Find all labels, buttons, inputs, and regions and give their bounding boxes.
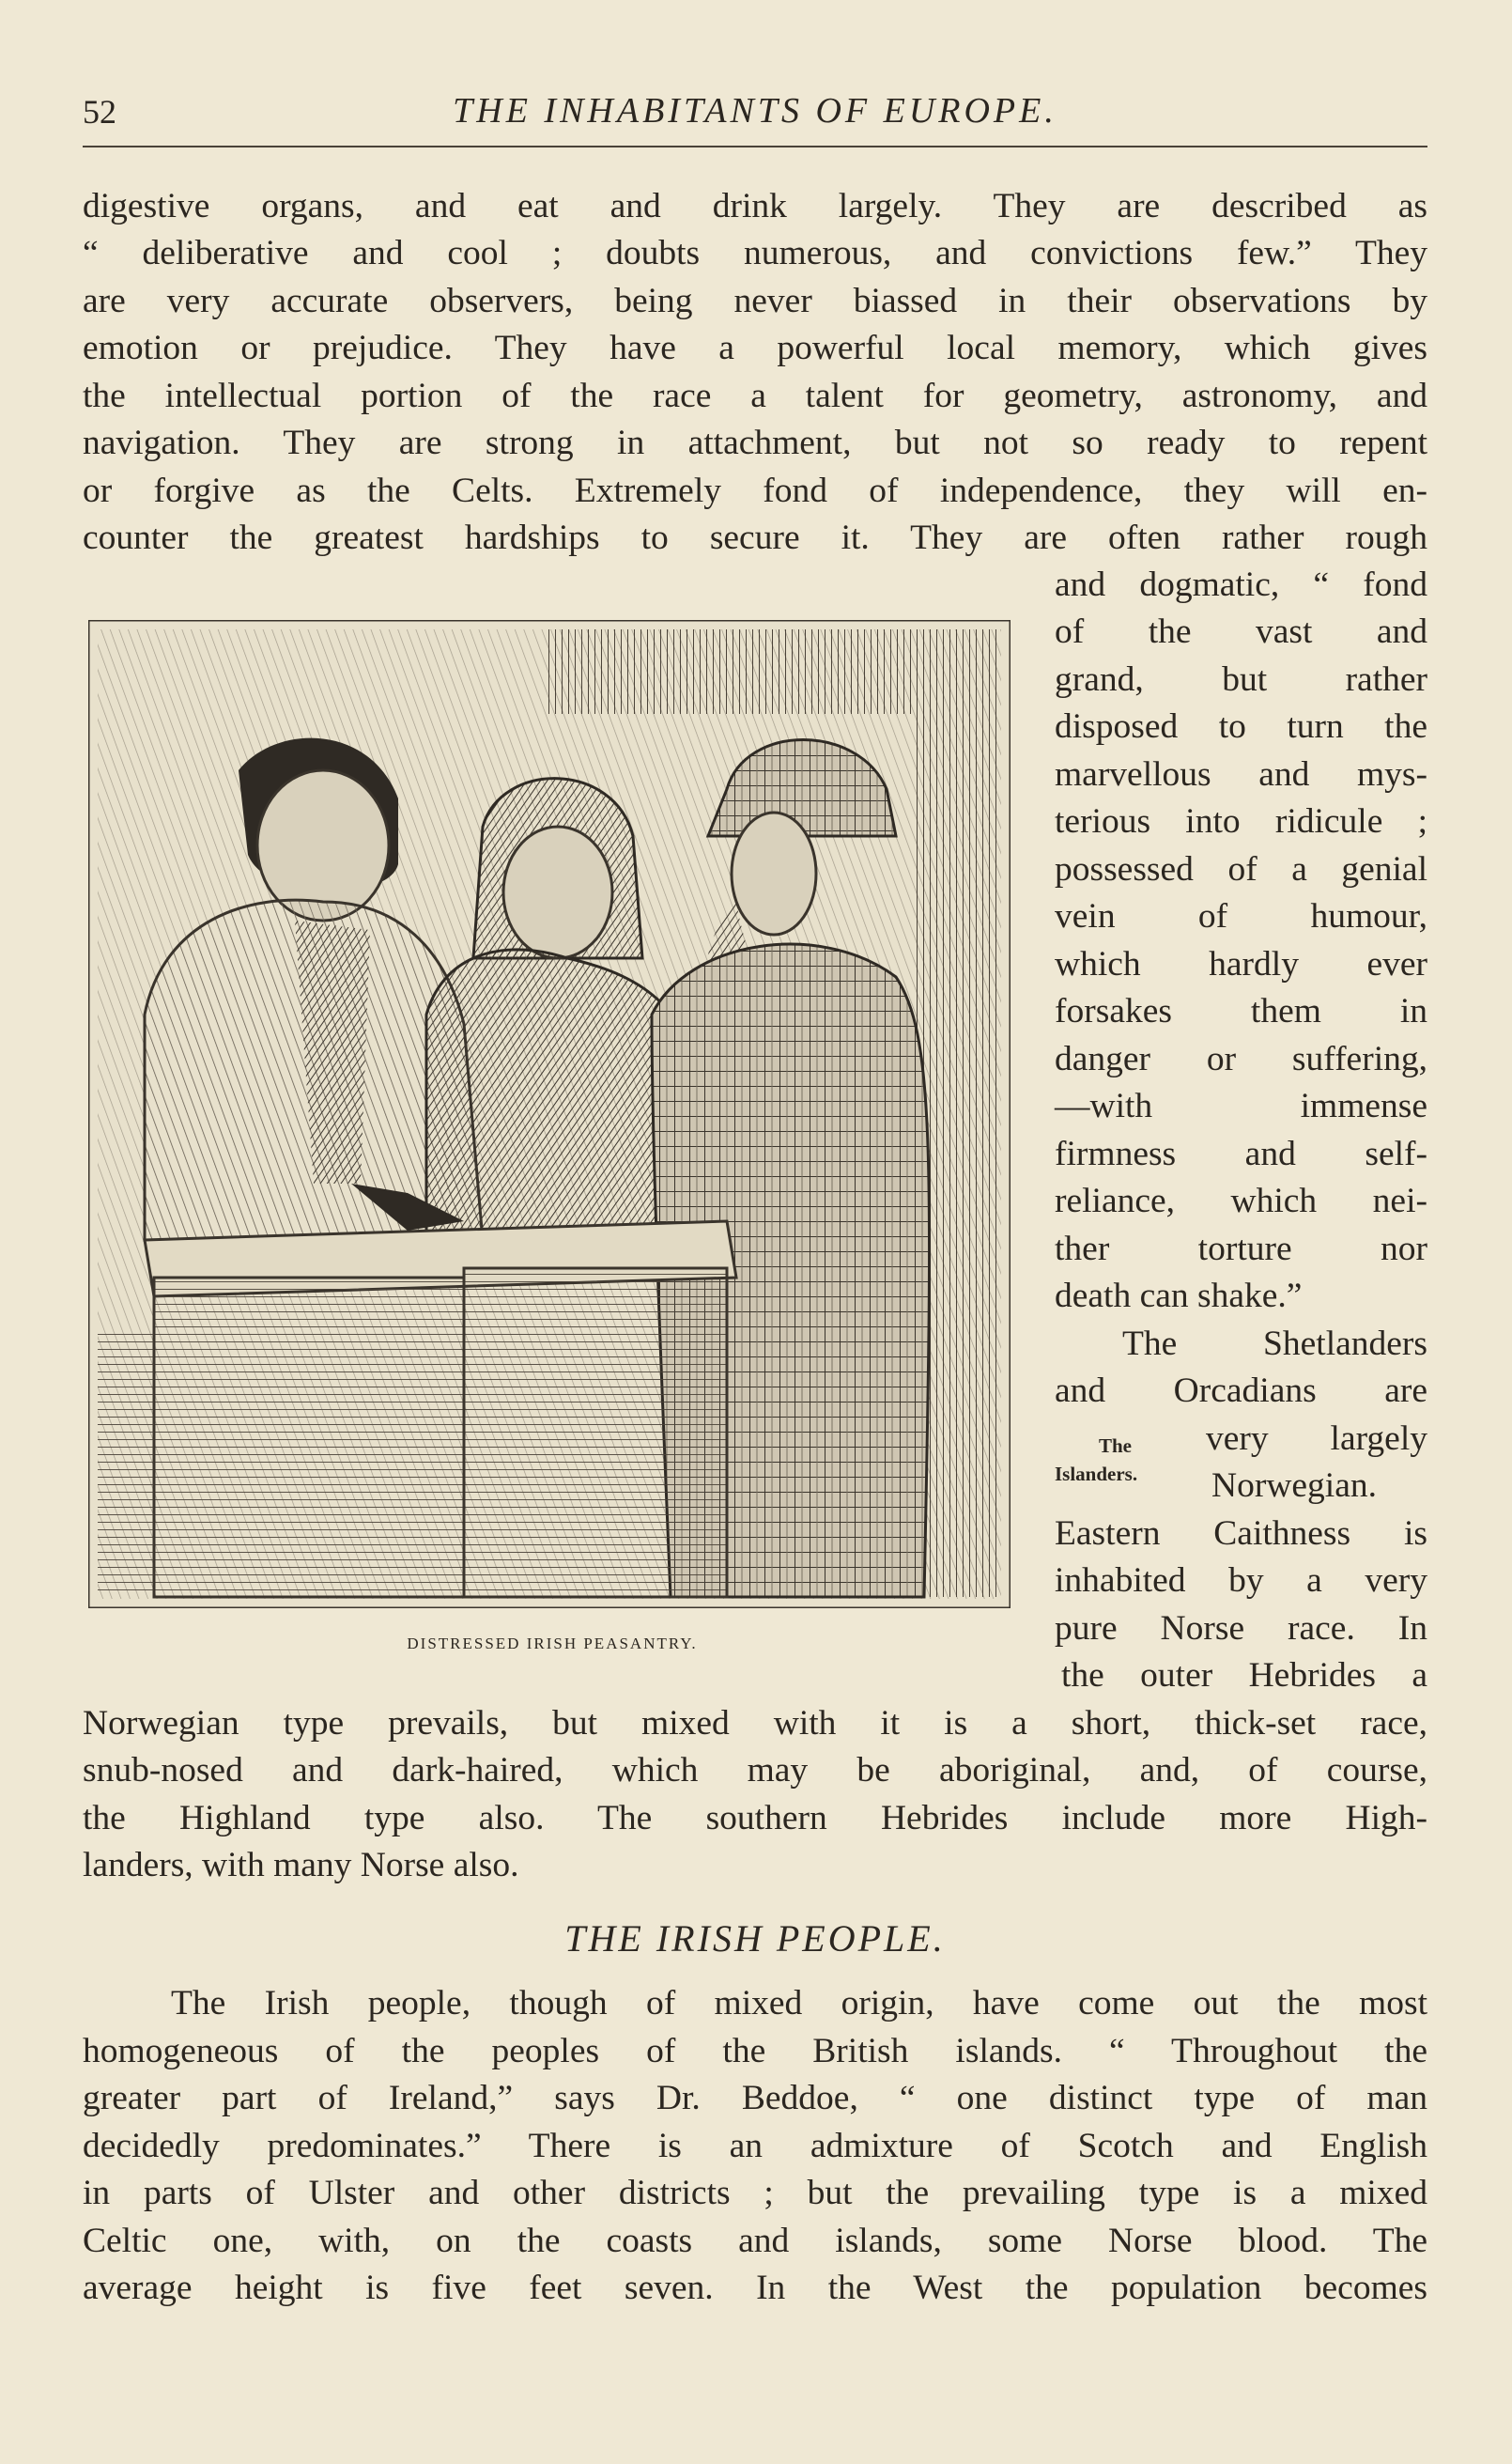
body-line: landers, with many Norse also. [83,1846,519,1884]
body-line: “ deliberative and cool ; doubts numerous, and convictions few.” They [83,234,1427,272]
body-line: homogeneous of the peoples of the British islands. “ Throughout the [83,2032,1427,2070]
body-line: terious into ridicule ; [1055,802,1427,841]
body-line: The Shetlanders [1122,1325,1427,1363]
body-line: or forgive as the Celts. Extremely fond of independence, they will en- [83,472,1427,510]
body-line: and Orcadians are [1055,1371,1427,1410]
illustration-image [88,620,1011,1608]
body-line: greater part of Ireland,” says Dr. Beddoe, “ one distinct type of man [83,2079,1427,2117]
body-line: marvellous and mys- [1055,755,1427,794]
body-line: very largely [1206,1419,1427,1458]
figure-caption: DISTRESSED IRISH PEASANTRY. [407,1635,698,1652]
body-line: grand, but rather [1055,660,1427,699]
body-line: reliance, which nei- [1055,1182,1427,1220]
body-line: in parts of Ulster and other districts ; but the prevailing type is a mixed [83,2174,1427,2212]
body-line: ther torture nor [1055,1230,1427,1268]
body-line: and dogmatic, “ fond [1055,566,1427,604]
body-line: are very accurate observers, being never biassed in their observations by [83,282,1427,320]
body-line: snub-nosed and dark-haired, which may be aboriginal, and, of course, [83,1751,1427,1790]
page-number: 52 [83,93,116,131]
body-line: the Highland type also. The southern Hebrides include more High- [83,1799,1427,1837]
body-line: Norwegian. [1211,1466,1377,1505]
body-line: navigation. They are strong in attachment, but not so ready to repent [83,424,1427,462]
body-line: possessed of a genial [1055,850,1427,889]
body-line: —with immense [1055,1087,1427,1125]
body-line: Celtic one, with, on the coasts and islands, some Norse blood. The [83,2222,1427,2260]
header-rule [83,146,1427,147]
body-line: forsakes them in [1055,992,1427,1031]
body-line: decidedly predominates.” There is an admixture of Scotch and English [83,2127,1427,2165]
page-header [83,83,1427,139]
body-line: counter the greatest hardships to secure it. They are often rather rough [83,519,1427,557]
body-line: average height is five feet seven. In the West the population becomes [83,2269,1427,2307]
body-line: digestive organs, and eat and drink largely. They are described as [83,187,1427,225]
body-line: the outer Hebrides a [1061,1656,1427,1695]
body-line: Eastern Caithness is [1055,1514,1427,1553]
body-line: death can shake.” [1055,1277,1303,1315]
body-line: of the vast and [1055,612,1427,651]
body-line: the intellectual portion of the race a talent for geometry, astronomy, and [83,377,1427,415]
body-line: The Irish people, though of mixed origin, have come out the most [171,1984,1427,2022]
running-title: THE INHABITANTS OF EUROPE. [453,91,1057,131]
engraving-illustration [88,620,1011,1608]
sidenote-line: The [1099,1434,1133,1457]
body-line: pure Norse race. In [1055,1609,1427,1648]
section-heading: THE IRISH PEOPLE. [564,1917,946,1960]
body-line: disposed to turn the [1055,707,1427,746]
body-line: which hardly ever [1055,945,1427,984]
body-line: firmness and self- [1055,1135,1427,1173]
body-line: Norwegian type prevails, but mixed with it is a short, thick-set race, [83,1704,1427,1743]
body-line: emotion or prejudice. They have a powerful local memory, which gives [83,329,1427,367]
body-line: danger or suffering, [1055,1040,1427,1078]
sidenote-line: Islanders. [1055,1463,1138,1485]
body-line: vein of humour, [1055,897,1427,936]
body-line: inhabited by a very [1055,1561,1427,1600]
